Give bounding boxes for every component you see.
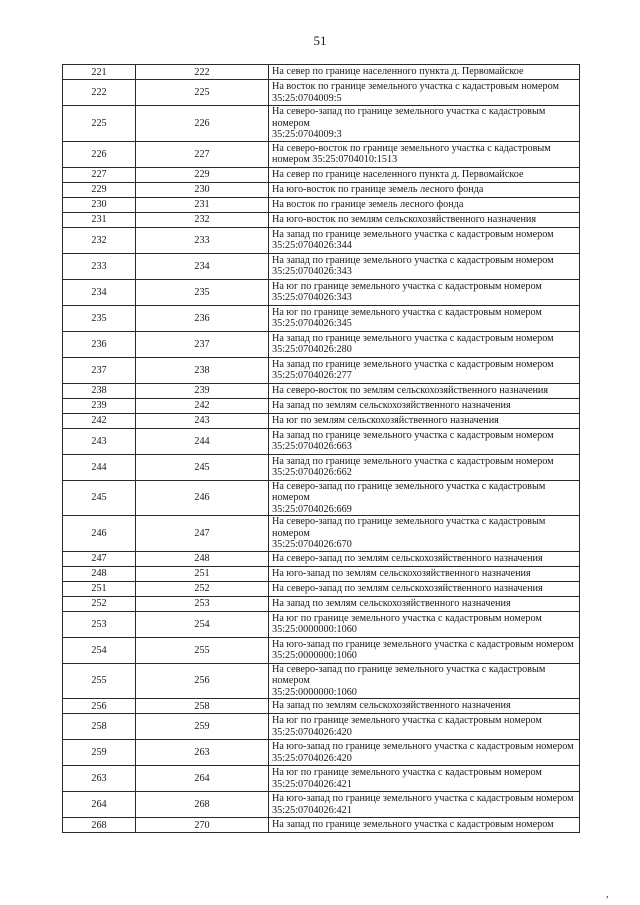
- table-row: [63, 581, 580, 596]
- boundary-description-cell: [269, 516, 580, 552]
- boundary-description-cell: [269, 197, 580, 212]
- description-line: номером 35:25:0704010:1513: [272, 154, 398, 165]
- point-to-cell: 243: [136, 413, 269, 428]
- table-row: [63, 357, 580, 383]
- point-from-cell: 244: [63, 454, 136, 480]
- description-line: На северо-запад по землям сельскохозяйственного назначения: [272, 552, 543, 564]
- boundary-description-cell: [269, 167, 580, 182]
- table-row: [63, 637, 580, 663]
- description-line: На северо-запад по землям сельскохозяйственного назначения: [272, 582, 543, 594]
- point-to-cell: 247: [136, 516, 269, 552]
- table-row: [63, 516, 580, 552]
- boundary-description-cell: [269, 566, 580, 581]
- point-to-cell: 268: [136, 792, 269, 818]
- point-to-cell: 248: [136, 551, 269, 566]
- description-line: 35:25:0704026:345: [272, 318, 352, 329]
- boundary-description-cell: [269, 454, 580, 480]
- point-to-cell: 253: [136, 596, 269, 611]
- point-from-cell: 235: [63, 305, 136, 331]
- point-from-cell: 246: [63, 516, 136, 552]
- point-from-cell: 229: [63, 182, 136, 197]
- description-line: 35:25:0704026:344: [272, 240, 352, 251]
- description-line: На юго-восток по границе земель лесного фонда: [272, 183, 484, 195]
- point-from-cell: 255: [63, 663, 136, 699]
- point-from-cell: 253: [63, 611, 136, 637]
- table-row: [63, 699, 580, 714]
- table-row: [63, 331, 580, 357]
- point-from-cell: 232: [63, 227, 136, 253]
- description-line: На запад по землям сельскохозяйственного назначения: [272, 399, 511, 411]
- boundary-description-cell: [269, 413, 580, 428]
- table-row: [63, 182, 580, 197]
- description-line: На восток по границе земельного участка с кадастровым номером: [272, 81, 559, 92]
- point-from-cell: 251: [63, 581, 136, 596]
- point-from-cell: 268: [63, 818, 136, 833]
- table-row: [63, 212, 580, 227]
- point-to-cell: 222: [136, 65, 269, 80]
- description-line: На запад по границе земельного участка с кадастровым номером: [272, 455, 554, 467]
- point-to-cell: 238: [136, 357, 269, 383]
- description-line: На северо-восток по границе земельного участка с кадастровым: [272, 142, 551, 154]
- boundary-description-cell: [269, 637, 580, 663]
- boundary-description-cell: [269, 428, 580, 454]
- description-line: На юго-запад по землям сельскохозяйственного назначения: [272, 567, 531, 579]
- description-line: На юго-запад по границе земельного участка с кадастровым номером: [272, 638, 574, 650]
- boundary-description-cell: [269, 305, 580, 331]
- table-row: [63, 65, 580, 80]
- point-from-cell: 230: [63, 197, 136, 212]
- point-from-cell: 227: [63, 167, 136, 182]
- description-line: 35:25:0704026:662: [272, 467, 352, 478]
- table-row: [63, 792, 580, 818]
- point-from-cell: 242: [63, 413, 136, 428]
- description-line: На юго-запад по границе земельного участка с кадастровым номером: [272, 741, 574, 752]
- table-row: [63, 454, 580, 480]
- point-from-cell: 231: [63, 212, 136, 227]
- description-line: 35:25:0704026:663: [272, 441, 352, 452]
- boundary-description-cell: [269, 383, 580, 398]
- table-row: [63, 167, 580, 182]
- description-line: На юг по границе земельного участка с кадастровым номером: [272, 280, 542, 292]
- point-from-cell: 225: [63, 106, 136, 142]
- table-row: [63, 551, 580, 566]
- point-to-cell: 242: [136, 398, 269, 413]
- description-line: На юг по границе земельного участка с кадастровым номером: [272, 767, 542, 778]
- table-row: [63, 480, 580, 516]
- description-line: 35:25:0704009:5: [272, 92, 342, 104]
- boundary-table-body: [63, 65, 580, 833]
- point-to-cell: 259: [136, 714, 269, 740]
- boundary-description-cell: [269, 65, 580, 80]
- description-line: 35:25:0704026:420: [272, 752, 352, 764]
- description-line: На запад по границе земельного участка с кадастровым номером: [272, 332, 554, 344]
- description-line: На северо-запад по границе земельного участка с кадастровым номером: [272, 106, 546, 129]
- boundary-description-cell: [269, 611, 580, 637]
- point-from-cell: 252: [63, 596, 136, 611]
- point-to-cell: 258: [136, 699, 269, 714]
- description-line: На запад по границе земельного участка с кадастровым номером: [272, 429, 554, 441]
- boundary-description-cell: [269, 331, 580, 357]
- point-to-cell: 230: [136, 182, 269, 197]
- point-to-cell: 254: [136, 611, 269, 637]
- table-row: [63, 80, 580, 106]
- boundary-description-cell: [269, 792, 580, 818]
- boundary-description-cell: [269, 740, 580, 766]
- description-line: 35:25:0704026:420: [272, 726, 352, 738]
- point-to-cell: 263: [136, 740, 269, 766]
- description-line: На юго-запад по границе земельного участка с кадастровым номером: [272, 793, 574, 804]
- boundary-description-cell: [269, 398, 580, 413]
- point-to-cell: 233: [136, 227, 269, 253]
- description-line: На северо-запад по границе земельного участка с кадастровым номером: [272, 663, 546, 686]
- description-line: На северо-запад по границе земельного участка с кадастровым номером: [272, 516, 546, 539]
- description-line: 35:25:0704026:670: [272, 539, 352, 550]
- description-line: На юг по границе земельного участка с кадастровым номером: [272, 612, 542, 624]
- table-row: [63, 413, 580, 428]
- point-to-cell: 255: [136, 637, 269, 663]
- description-line: На юг по границе земельного участка с кадастровым номером: [272, 306, 542, 318]
- point-from-cell: 258: [63, 714, 136, 740]
- boundary-description-cell: [269, 212, 580, 227]
- point-to-cell: 236: [136, 305, 269, 331]
- table-row: [63, 141, 580, 167]
- table-row: [63, 279, 580, 305]
- description-line: 35:25:0704026:277: [272, 370, 352, 381]
- point-from-cell: 239: [63, 398, 136, 413]
- point-from-cell: 254: [63, 637, 136, 663]
- table-row: [63, 818, 580, 833]
- boundary-description-cell: [269, 106, 580, 142]
- boundary-description-cell: [269, 818, 580, 833]
- table-row: [63, 305, 580, 331]
- point-to-cell: 225: [136, 80, 269, 106]
- point-to-cell: 227: [136, 141, 269, 167]
- table-row: [63, 197, 580, 212]
- point-to-cell: 229: [136, 167, 269, 182]
- table-row: [63, 227, 580, 253]
- boundary-description-cell: [269, 480, 580, 516]
- description-line: 35:25:0704009:3: [272, 129, 342, 140]
- description-line: 35:25:0704026:343: [272, 266, 352, 277]
- table-row: [63, 398, 580, 413]
- boundary-description-cell: [269, 80, 580, 106]
- point-to-cell: 256: [136, 663, 269, 699]
- description-line: На запад по границе земельного участка с кадастровым номером: [272, 358, 554, 370]
- table-row: [63, 766, 580, 792]
- table-row: [63, 611, 580, 637]
- description-line: 35:25:0704026:421: [272, 778, 352, 790]
- description-line: 35:25:0704026:669: [272, 503, 352, 515]
- point-from-cell: 226: [63, 141, 136, 167]
- description-line: На восток по границе земель лесного фонда: [272, 198, 464, 210]
- scan-mark: ,: [606, 888, 609, 900]
- point-from-cell: 237: [63, 357, 136, 383]
- boundary-description-cell: [269, 581, 580, 596]
- point-from-cell: 236: [63, 331, 136, 357]
- description-line: На запад по границе земельного участка с кадастровым номером: [272, 228, 554, 240]
- point-from-cell: 264: [63, 792, 136, 818]
- table-row: [63, 383, 580, 398]
- description-line: На северо-восток по землям сельскохозяйственного назначения: [272, 384, 549, 396]
- table-row: [63, 566, 580, 581]
- point-from-cell: 221: [63, 65, 136, 80]
- description-line: 35:25:0704026:421: [272, 804, 352, 816]
- description-line: На северо-запад по границе земельного участка с кадастровым номером: [272, 480, 546, 503]
- description-line: 35:25:0704026:280: [272, 344, 352, 355]
- point-to-cell: 252: [136, 581, 269, 596]
- boundary-table: [62, 64, 580, 833]
- point-from-cell: 243: [63, 428, 136, 454]
- description-line: 35:25:0000000:1060: [272, 686, 357, 698]
- boundary-description-cell: [269, 699, 580, 714]
- description-line: На север по границе населенного пункта д. Первомайское: [272, 66, 524, 78]
- description-line: На юг по границе земельного участка с кадастровым номером: [272, 715, 542, 726]
- point-to-cell: 246: [136, 480, 269, 516]
- point-from-cell: 233: [63, 253, 136, 279]
- point-to-cell: 237: [136, 331, 269, 357]
- boundary-description-cell: [269, 227, 580, 253]
- description-line: На запад по границе земельного участка с кадастровым номером: [272, 819, 554, 831]
- boundary-description-cell: [269, 141, 580, 167]
- table-row: [63, 596, 580, 611]
- table-row: [63, 106, 580, 142]
- point-to-cell: 251: [136, 566, 269, 581]
- boundary-description-cell: [269, 766, 580, 792]
- description-line: На юго-восток по землям сельскохозяйственного назначения: [272, 213, 537, 225]
- boundary-description-cell: [269, 357, 580, 383]
- point-from-cell: 222: [63, 80, 136, 106]
- point-to-cell: 244: [136, 428, 269, 454]
- table-row: [63, 253, 580, 279]
- description-line: 35:25:0000000:1060: [272, 624, 357, 635]
- description-line: На запад по землям сельскохозяйственного назначения: [272, 700, 511, 712]
- boundary-description-cell: [269, 551, 580, 566]
- description-line: На юг по землям сельскохозяйственного назначения: [272, 414, 499, 426]
- point-to-cell: 245: [136, 454, 269, 480]
- point-to-cell: 231: [136, 197, 269, 212]
- description-line: 35:25:0000000:1060: [272, 650, 357, 661]
- point-to-cell: 239: [136, 383, 269, 398]
- point-to-cell: 270: [136, 818, 269, 833]
- point-to-cell: 264: [136, 766, 269, 792]
- boundary-description-cell: [269, 253, 580, 279]
- boundary-description-cell: [269, 279, 580, 305]
- boundary-description-cell: [269, 182, 580, 197]
- point-to-cell: 234: [136, 253, 269, 279]
- point-from-cell: 245: [63, 480, 136, 516]
- point-to-cell: 232: [136, 212, 269, 227]
- point-to-cell: 235: [136, 279, 269, 305]
- table-row: [63, 740, 580, 766]
- description-line: На запад по границе земельного участка с кадастровым номером: [272, 254, 554, 266]
- description-line: 35:25:0704026:343: [272, 292, 352, 303]
- boundary-description-cell: [269, 596, 580, 611]
- table-row: [63, 428, 580, 454]
- boundary-description-cell: [269, 663, 580, 699]
- boundary-description-cell: [269, 714, 580, 740]
- description-line: На север по границе населенного пункта д. Первомайское: [272, 168, 524, 180]
- point-to-cell: 226: [136, 106, 269, 142]
- point-from-cell: 247: [63, 551, 136, 566]
- table-row: [63, 714, 580, 740]
- point-from-cell: 259: [63, 740, 136, 766]
- point-from-cell: 238: [63, 383, 136, 398]
- table-row: [63, 663, 580, 699]
- description-line: На запад по землям сельскохозяйственного назначения: [272, 597, 511, 609]
- point-from-cell: 256: [63, 699, 136, 714]
- page-number: 51: [313, 33, 327, 48]
- point-from-cell: 234: [63, 279, 136, 305]
- point-from-cell: 248: [63, 566, 136, 581]
- point-from-cell: 263: [63, 766, 136, 792]
